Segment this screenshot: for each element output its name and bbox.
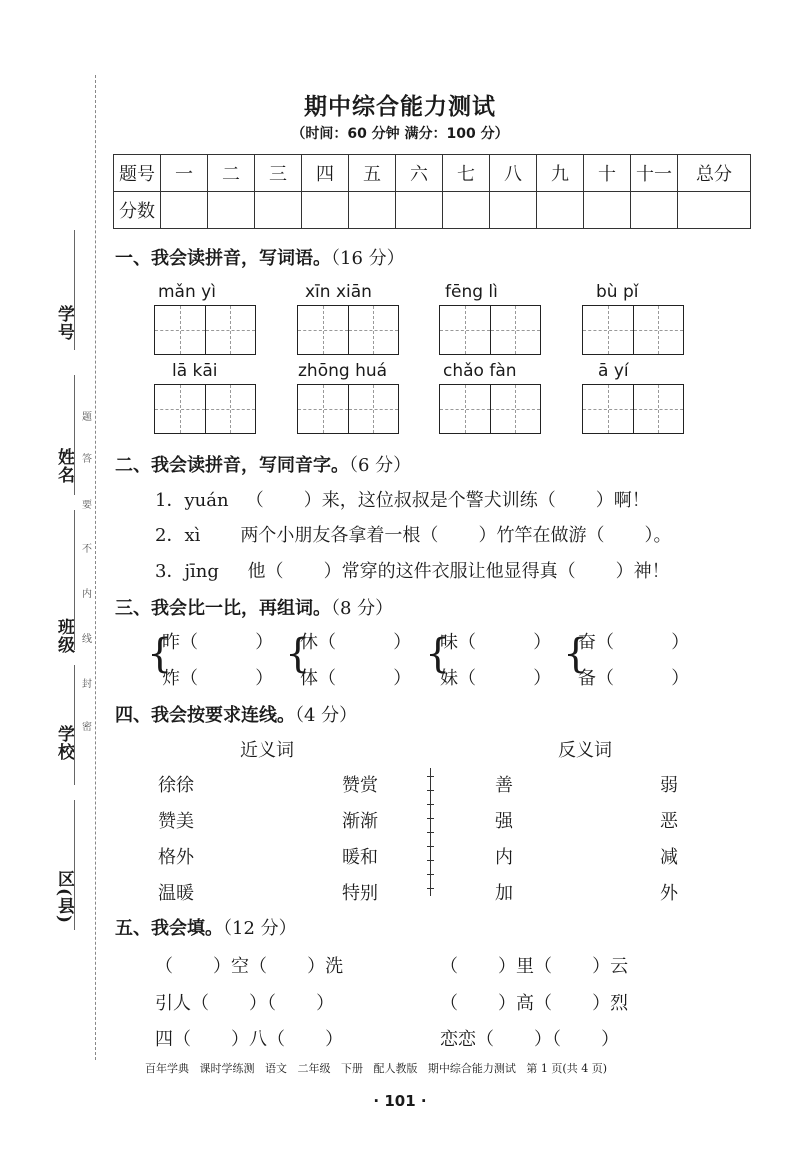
section-title-text: 四、我会按要求连线。 <box>115 705 295 726</box>
field-label-class: 班级 <box>54 618 74 654</box>
score-table-score-row <box>114 192 751 229</box>
score-table <box>113 154 751 229</box>
page-footer: 百年学典 课时学练测 语文 二年级 下册 配人教版 期中综合能力测试 第 1 页(共 4 页) <box>145 1062 607 1075</box>
field-label-school: 学校 <box>54 725 74 761</box>
section-title-text: 一、我会读拼音，写词语。 <box>115 248 331 269</box>
pinyin-prompt: ā yí <box>598 361 629 381</box>
antonym-heading: 反义词 <box>558 740 612 761</box>
match-word-syn-left[interactable]: 徐徐 <box>158 775 194 796</box>
section-title-text: 二、我会读拼音，写同音字。 <box>115 455 349 476</box>
compare-word[interactable]: 奋（ ） <box>578 632 690 653</box>
seal-char: 要 <box>82 500 92 511</box>
score-cell[interactable] <box>302 192 349 229</box>
homophone-line[interactable]: 1．yuán （ ）来，这位叔叔是个警犬训练（ ）啊！ <box>155 490 650 511</box>
match-word-syn-left[interactable]: 温暖 <box>158 883 194 904</box>
brace-icon: { <box>147 631 173 677</box>
section-points: （16 分） <box>331 248 405 269</box>
pinyin-prompt: chǎo fàn <box>443 361 517 381</box>
section-title-text: 五、我会填。 <box>115 918 223 939</box>
match-word-syn-right[interactable]: 赞赏 <box>342 775 378 796</box>
section-4-title <box>115 701 357 727</box>
pinyin-prompt: xīn xiān <box>305 282 372 302</box>
field-label-student-id: 学号 <box>54 305 74 341</box>
compare-word[interactable]: 备（ ） <box>578 668 690 689</box>
score-cell[interactable] <box>208 192 255 229</box>
name-blank[interactable] <box>74 375 75 495</box>
writing-grid[interactable] <box>154 305 256 355</box>
pinyin-prompt: lā kāi <box>172 361 218 381</box>
score-header-cell: 八 <box>490 155 537 192</box>
score-cell[interactable] <box>349 192 396 229</box>
page-number: · 101 · <box>373 1092 427 1110</box>
score-cell[interactable] <box>443 192 490 229</box>
synonym-heading: 近义词 <box>240 740 294 761</box>
divider-tick <box>427 818 434 819</box>
score-cell[interactable] <box>584 192 631 229</box>
divider-tick <box>427 888 434 889</box>
brace-icon: { <box>425 631 451 677</box>
section-2-title <box>115 451 411 477</box>
section-points: （12 分） <box>223 918 297 939</box>
score-header-cell: 二 <box>208 155 255 192</box>
match-word-ant-left[interactable]: 善 <box>495 775 513 796</box>
section-points: （4 分） <box>295 705 358 726</box>
score-header-cell: 题号 <box>114 155 161 192</box>
score-header-cell: 六 <box>396 155 443 192</box>
match-word-syn-right[interactable]: 特别 <box>342 883 378 904</box>
match-word-ant-left[interactable]: 强 <box>495 811 513 832</box>
seal-char: 不 <box>82 544 92 555</box>
seal-char: 封 <box>82 679 92 690</box>
match-word-ant-right[interactable]: 弱 <box>660 775 678 796</box>
fill-phrase[interactable]: （ ）里（ ）云 <box>440 956 629 977</box>
pinyin-prompt: fēng lì <box>445 282 498 302</box>
school-blank[interactable] <box>74 665 75 785</box>
divider-tick <box>427 776 434 777</box>
pinyin-prompt: mǎn yì <box>158 282 216 302</box>
compare-word[interactable]: 体（ ） <box>300 668 412 689</box>
score-cell[interactable] <box>161 192 208 229</box>
writing-grid[interactable] <box>439 384 541 434</box>
section-points: （6 分） <box>349 455 412 476</box>
match-word-ant-left[interactable]: 加 <box>495 883 513 904</box>
match-word-ant-right[interactable]: 恶 <box>660 811 678 832</box>
compare-word[interactable]: 炸（ ） <box>162 668 274 689</box>
score-header-cell: 九 <box>537 155 584 192</box>
section-5-title <box>115 914 297 940</box>
match-word-ant-right[interactable]: 外 <box>660 883 678 904</box>
score-cell[interactable] <box>631 192 678 229</box>
score-cell[interactable] <box>490 192 537 229</box>
score-header-cell: 五 <box>349 155 396 192</box>
writing-grid[interactable] <box>297 305 399 355</box>
seal-char: 密 <box>82 722 92 733</box>
score-header-cell: 三 <box>255 155 302 192</box>
score-cell[interactable] <box>678 192 751 229</box>
divider-tick <box>427 804 434 805</box>
divider-tick <box>427 874 434 875</box>
seal-char: 题 <box>82 412 92 423</box>
student-id-blank[interactable] <box>74 230 75 350</box>
score-cell[interactable] <box>255 192 302 229</box>
section-3-title <box>115 594 393 620</box>
compare-word[interactable]: 休（ ） <box>300 632 412 653</box>
score-cell[interactable] <box>396 192 443 229</box>
brace-icon: { <box>285 631 311 677</box>
pinyin-prompt: bù pǐ <box>596 282 639 302</box>
fill-phrase[interactable]: （ ）空（ ）洗 <box>155 956 344 977</box>
compare-word[interactable]: 昨（ ） <box>162 632 274 653</box>
fill-phrase[interactable]: 引人（ ）（ ） <box>155 993 335 1014</box>
score-header-cell: 总分 <box>678 155 751 192</box>
match-word-ant-left[interactable]: 内 <box>495 847 513 868</box>
seal-char: 内 <box>82 589 92 600</box>
fill-phrase[interactable]: （ ）高（ ）烈 <box>440 993 629 1014</box>
match-word-syn-right[interactable]: 暖和 <box>342 847 378 868</box>
score-cell[interactable] <box>537 192 584 229</box>
homophone-line[interactable]: 3．jīng 他（ ）常穿的这件衣服让他显得真（ ）神！ <box>155 561 670 582</box>
page-title: 期中综合能力测试 <box>304 93 496 120</box>
divider-tick <box>427 846 434 847</box>
field-label-name: 姓名 <box>54 448 74 484</box>
score-header-cell: 一 <box>161 155 208 192</box>
field-label-district: 区(县) <box>54 870 74 925</box>
match-word-syn-left[interactable]: 赞美 <box>158 811 194 832</box>
section-title-text: 三、我会比一比，再组词。 <box>115 598 331 619</box>
match-word-ant-right[interactable]: 减 <box>660 847 678 868</box>
pinyin-prompt: zhōng huá <box>298 361 388 381</box>
divider-tick <box>427 790 434 791</box>
writing-grid[interactable] <box>582 305 684 355</box>
writing-grid[interactable] <box>439 305 541 355</box>
district-blank[interactable] <box>74 800 75 930</box>
divider-tick <box>427 832 434 833</box>
fill-phrase[interactable]: 四（ ）八（ ） <box>155 1029 344 1050</box>
score-table-header-row <box>114 155 751 192</box>
class-blank[interactable] <box>74 510 75 650</box>
compare-word[interactable]: 妹（ ） <box>440 668 552 689</box>
section-1-title <box>115 244 405 270</box>
writing-grid[interactable] <box>297 384 399 434</box>
score-header-cell: 十 <box>584 155 631 192</box>
brace-icon: { <box>563 631 589 677</box>
writing-grid[interactable] <box>582 384 684 434</box>
binding-dashed-line <box>95 75 96 1060</box>
score-header-cell: 十一 <box>631 155 678 192</box>
score-header-cell: 四 <box>302 155 349 192</box>
section-points: （8 分） <box>331 598 394 619</box>
seal-char: 线 <box>82 634 92 645</box>
score-row-label: 分数 <box>114 192 161 229</box>
page-subtitle: （时间：60 分钟 满分：100 分） <box>291 126 509 142</box>
fill-phrase[interactable]: 恋恋（ ）（ ） <box>440 1029 620 1050</box>
divider-tick <box>427 860 434 861</box>
homophone-line[interactable]: 2．xì 两个小朋友各拿着一根（ ）竹竿在做游（ ）。 <box>155 525 672 546</box>
match-word-syn-right[interactable]: 渐渐 <box>342 811 378 832</box>
compare-word[interactable]: 味（ ） <box>440 632 552 653</box>
match-word-syn-left[interactable]: 格外 <box>158 847 194 868</box>
writing-grid[interactable] <box>154 384 256 434</box>
score-header-cell: 七 <box>443 155 490 192</box>
seal-char: 答 <box>82 454 92 465</box>
